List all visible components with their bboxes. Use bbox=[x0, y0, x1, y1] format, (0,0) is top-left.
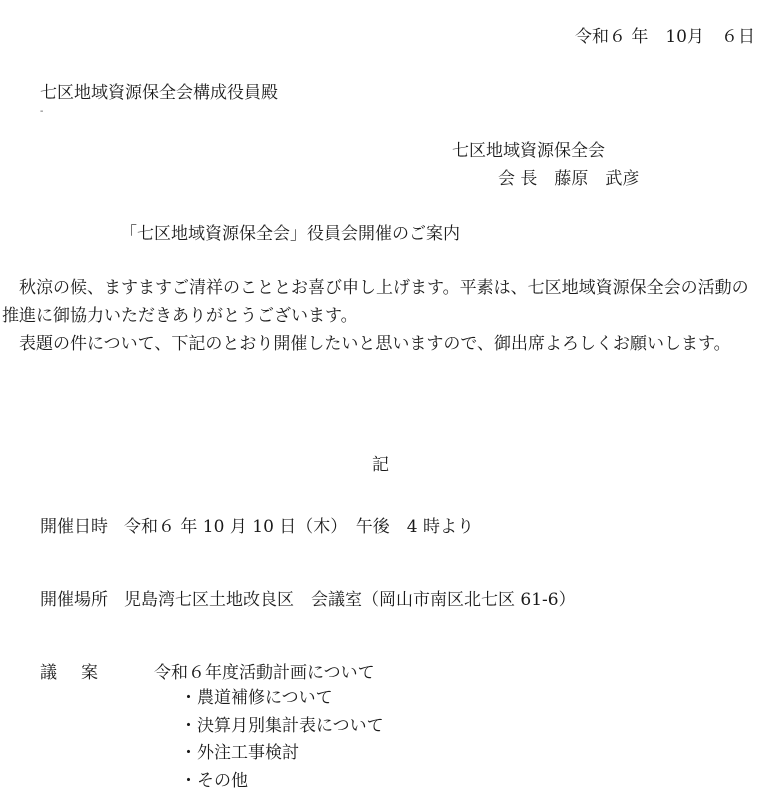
agenda-label: 議案 bbox=[40, 663, 122, 683]
ki-heading: 記 bbox=[372, 455, 389, 475]
datetime-value: 令和６ 年 10 月 10 日（木） 午後 4 時より bbox=[124, 517, 475, 537]
document-title: 「七区地域資源保全会」役員会開催のご案内 bbox=[120, 224, 460, 244]
venue-value: 児島湾七区土地改良区 会議室（岡山市南区北七区 61-6） bbox=[124, 590, 576, 610]
agenda-item: ・農道補修について bbox=[180, 688, 333, 708]
stray-mark: - bbox=[40, 106, 44, 117]
agenda-item: ・外注工事検討 bbox=[180, 743, 299, 763]
agenda-main: 令和６年度活動計画について bbox=[154, 663, 375, 683]
body-paragraph-2: 表題の件について、下記のとおり開催したいと思いますので、御出席よろしくお願いします。 bbox=[2, 334, 731, 354]
document-date: 令和６ 年 10月 ６日 bbox=[574, 27, 755, 47]
datetime-row bbox=[40, 512, 474, 537]
venue-label: 開催場所 bbox=[40, 590, 108, 610]
recipient-line: 七区地域資源保全会構成役員殿 bbox=[40, 83, 278, 103]
datetime-label: 開催日時 bbox=[40, 517, 108, 537]
sender-organization: 七区地域資源保全会 bbox=[452, 141, 605, 161]
venue-row bbox=[40, 585, 576, 610]
sender-person: 会 長 藤原 武彦 bbox=[498, 169, 640, 189]
body-paragraph-1: 秋涼の候、ますますご清祥のこととお喜び申し上げます。平素は、七区地域資源保全会の活動の推進に御協力いただきありがとうございます。 bbox=[2, 278, 749, 326]
agenda-item: ・決算月別集計表について bbox=[180, 715, 384, 736]
body-text bbox=[2, 274, 758, 358]
agenda-item: ・その他 bbox=[180, 770, 248, 791]
agenda-list bbox=[180, 685, 384, 795]
